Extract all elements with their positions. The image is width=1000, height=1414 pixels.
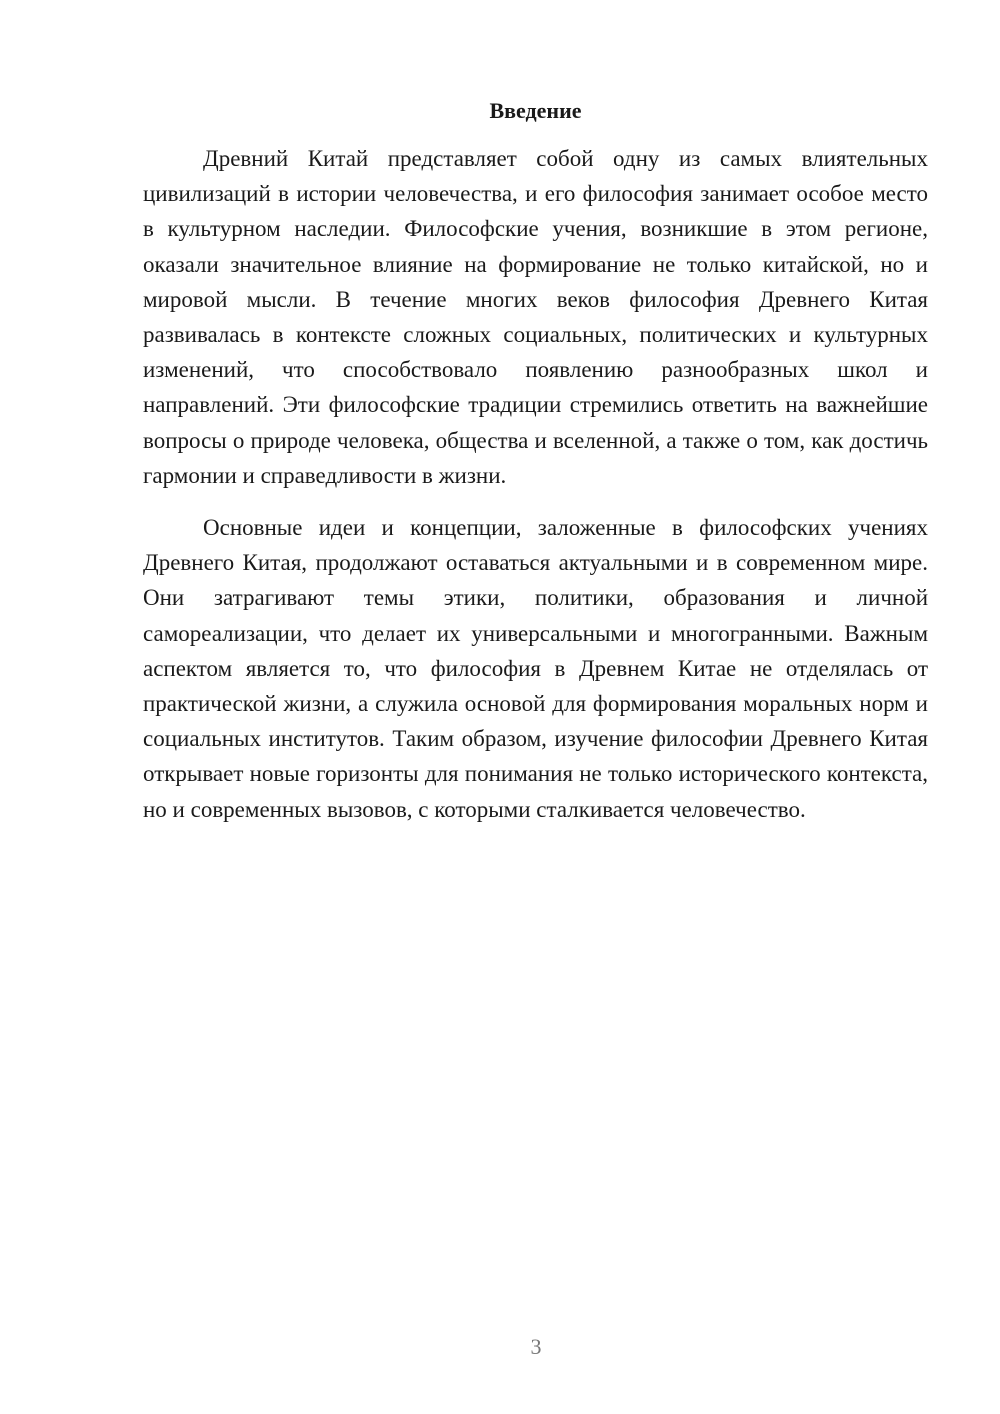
paragraph-2: Основные идеи и концепции, заложенные в философских учениях Древнего Китая, продолжают оставаться актуальными и в современном мире. Они затрагивают темы этики, политики, образования и личной самореализации, что делает их универсальными и многогранными. Важным аспектом является то, что философия в Древнем Китае не отделялась от практической жизни, а служила основой для формирования моральных норм и социальных институтов. Таким образом, изучение философии Древнего Китая открывает новые горизонты для понимания не только исторического контекста, но и современных вызовов, с которыми сталкивается человечество. xyxy=(143,515,928,822)
document-body xyxy=(143,96,928,827)
page-title: Введение xyxy=(489,98,582,123)
paragraph-1: Древний Китай представляет собой одну из самых влиятельных цивилизаций в истории человечества, и его философия занимает особое место в культурном наследии. Философские учения, возникшие в этом регионе, оказали значительное влияние на формирование не только китайской, но и мировой мысли. В течение многих веков философия Древнего Китая развивалась в контексте сложных социальных, политических и культурных изменений, что способствовало появлению разнообразных школ и направлений. Эти философские традиции стремились ответить на важнейшие вопросы о природе человека, общества и вселенной, а также о том, как достичь гармонии и справедливости в жизни. xyxy=(143,146,928,488)
page-number: 3 xyxy=(530,1334,542,1359)
